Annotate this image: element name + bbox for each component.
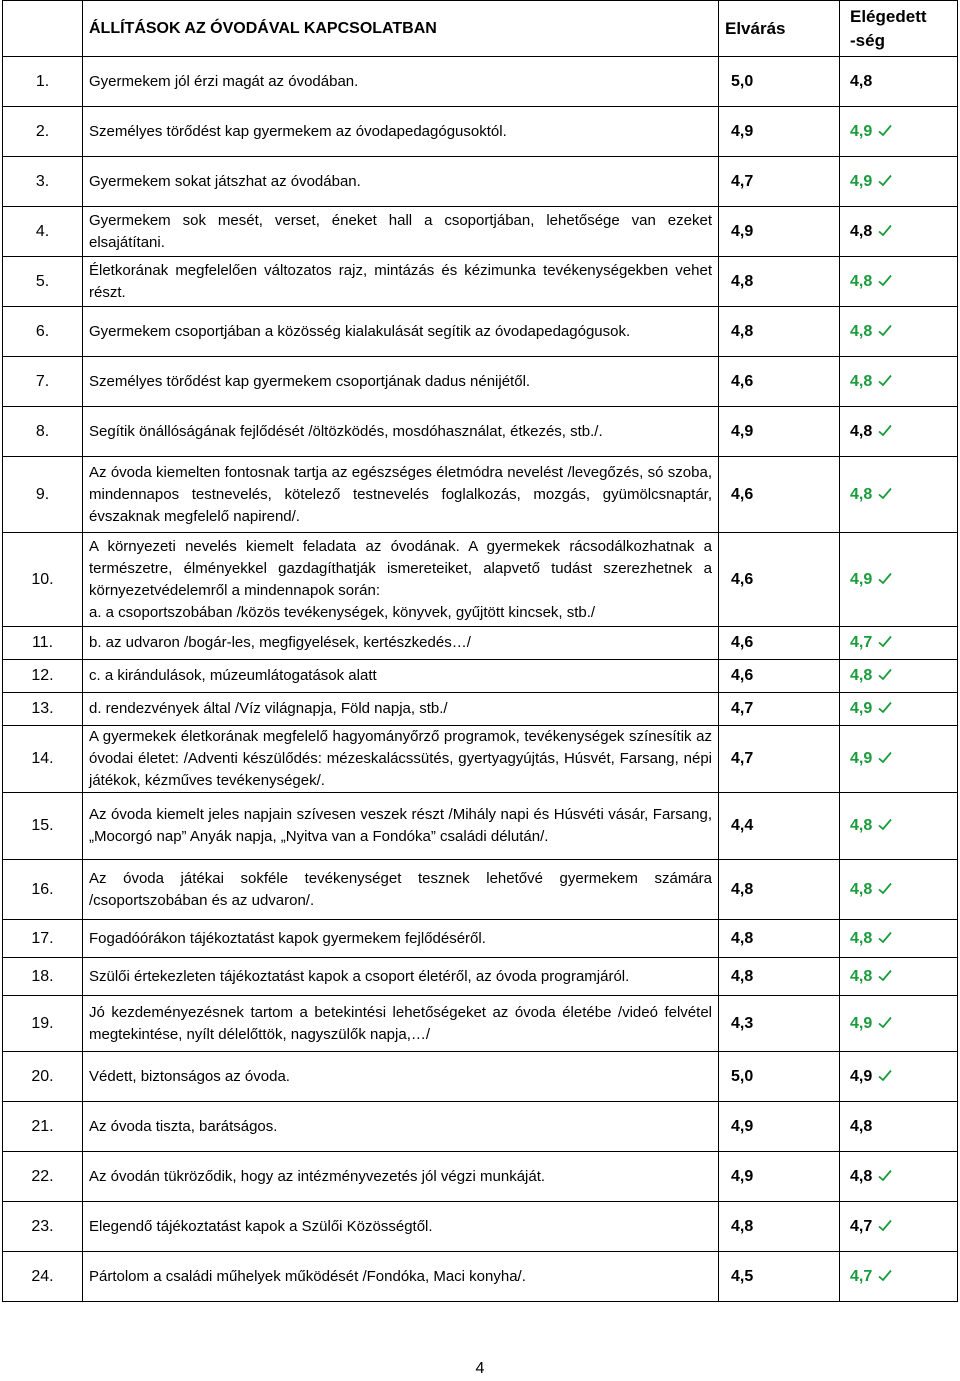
row-satisfaction (840, 920, 958, 958)
row-number: 3. (3, 157, 83, 207)
row-expectation: 4,7 (719, 693, 840, 726)
check-icon (878, 668, 892, 681)
table-row (3, 920, 958, 958)
check-icon (878, 124, 892, 137)
row-statement-text: b. az udvaron /bogár-les, megfigyelések, kertészkedés…/ (89, 634, 471, 651)
row-satisfaction-value: 4,8 (850, 222, 873, 240)
row-expectation: 4,6 (719, 660, 840, 693)
row-expectation: 4,6 (719, 533, 840, 627)
row-statement-text: Fogadóórákon tájékoztatást kapok gyermekem fejlődéséről. (89, 929, 486, 947)
check-icon (878, 818, 892, 831)
row-statement-text: Segítik önállóságának fejlődését /öltözködés, mosdóhasználat, étkezés, stb./. (89, 422, 603, 440)
row-satisfaction-value: 4,9 (850, 1067, 873, 1085)
check-icon (878, 635, 892, 648)
row-number: 9. (3, 457, 83, 533)
row-satisfaction-value: 4,9 (850, 122, 873, 140)
row-expectation: 4,8 (719, 1202, 840, 1252)
row-expectation: 4,7 (719, 726, 840, 793)
row-number: 10. (3, 533, 83, 627)
row-expectation: 4,3 (719, 996, 840, 1052)
row-satisfaction (840, 793, 958, 860)
check-icon (878, 424, 892, 437)
row-number: 13. (3, 693, 83, 726)
check-icon (878, 882, 892, 895)
row-number: 7. (3, 357, 83, 407)
table-row (3, 257, 958, 307)
row-statement-text: Az óvoda játékai sokféle tevékenységet tesznek lehetővé gyermekem számára /csoportszobában és az udvaron/. (89, 869, 712, 909)
row-statement (83, 996, 719, 1052)
table-row (3, 107, 958, 157)
check-icon (878, 1169, 892, 1182)
row-statement (83, 1252, 719, 1302)
row-number: 22. (3, 1152, 83, 1202)
row-statement-text: Az óvoda tiszta, barátságos. (89, 1117, 278, 1135)
row-satisfaction-value: 4,8 (850, 272, 873, 290)
header-expectation: Elvárás (719, 1, 840, 57)
row-expectation: 4,4 (719, 793, 840, 860)
row-satisfaction-value: 4,8 (850, 485, 873, 503)
row-satisfaction-value: 4,8 (850, 1117, 873, 1135)
row-satisfaction-value: 4,7 (850, 634, 873, 651)
survey-table (2, 0, 958, 1302)
table-row (3, 793, 958, 860)
row-statement (83, 1202, 719, 1252)
check-icon (878, 324, 892, 337)
row-expectation: 4,5 (719, 1252, 840, 1302)
row-statement-text: c. a kirándulások, múzeumlátogatások alatt (89, 667, 377, 684)
row-expectation: 4,8 (719, 920, 840, 958)
row-satisfaction (840, 357, 958, 407)
row-expectation: 4,8 (719, 257, 840, 307)
header-satisfaction-line1: Elégedett (850, 6, 927, 26)
row-expectation: 4,8 (719, 958, 840, 996)
row-satisfaction (840, 457, 958, 533)
row-statement (83, 257, 719, 307)
row-statement-text: Jó kezdeményezésnek tartom a betekintési lehetőségeket az óvoda életébe /videó felvétel megtekintése, nyílt délelőttök, nagyszülők napja,…/ (89, 1003, 712, 1043)
row-statement-text: Elegendő tájékoztatást kapok a Szülői Közösségtől. (89, 1217, 433, 1235)
table-row (3, 533, 958, 627)
check-icon (878, 274, 892, 287)
row-satisfaction-value: 4,8 (850, 372, 873, 390)
check-icon (878, 1269, 892, 1282)
row-satisfaction-value: 4,9 (850, 1014, 873, 1032)
row-number: 8. (3, 407, 83, 457)
row-number: 5. (3, 257, 83, 307)
row-statement-subitem: a. a csoportszobában /közös tevékenységek, könyvek, gyűjtött kincsek, stb./ (89, 603, 596, 621)
row-satisfaction (840, 207, 958, 257)
row-statement-text: Gyermekem jól érzi magát az óvodában. (89, 72, 359, 90)
check-icon (878, 572, 892, 585)
row-statement-text: Életkorának megfelelően változatos rajz, mintázás és kézimunka tevékenységekben vehet részt. (89, 261, 712, 301)
row-satisfaction-value: 4,8 (850, 322, 873, 340)
row-number: 6. (3, 307, 83, 357)
row-statement (83, 793, 719, 860)
row-satisfaction-value: 4,8 (850, 967, 873, 985)
row-number: 18. (3, 958, 83, 996)
row-satisfaction-value: 4,8 (850, 929, 873, 947)
header-satisfaction-line2: -ség (850, 30, 885, 50)
row-expectation: 4,6 (719, 627, 840, 660)
row-satisfaction (840, 157, 958, 207)
row-satisfaction (840, 996, 958, 1052)
row-expectation: 4,8 (719, 860, 840, 920)
row-satisfaction (840, 1202, 958, 1252)
row-satisfaction-value: 4,8 (850, 880, 873, 898)
row-satisfaction (840, 860, 958, 920)
check-icon (878, 931, 892, 944)
row-satisfaction (840, 257, 958, 307)
row-statement (83, 57, 719, 107)
row-number: 11. (3, 627, 83, 660)
row-satisfaction-value: 4,7 (850, 1217, 873, 1235)
row-expectation: 5,0 (719, 1052, 840, 1102)
row-number: 4. (3, 207, 83, 257)
check-icon (878, 701, 892, 714)
row-statement-text: d. rendezvények által /Víz világnapja, Föld napja, stb./ (89, 700, 448, 717)
table-row (3, 207, 958, 257)
row-statement (83, 1152, 719, 1202)
row-statement (83, 457, 719, 533)
row-statement-text: Az óvoda kiemelt jeles napjain szívesen veszek részt /Mihály napi és Húsvéti vásár, Farsang, „Mocorgó nap” Anyák napja, „Nyitva van a Fondóka” családi délután/. (89, 806, 712, 845)
table-row (3, 693, 958, 726)
check-icon (878, 1016, 892, 1029)
row-number: 23. (3, 1202, 83, 1252)
row-statement (83, 157, 719, 207)
table-row (3, 407, 958, 457)
row-statement (83, 357, 719, 407)
check-icon (878, 1219, 892, 1232)
row-expectation: 4,6 (719, 357, 840, 407)
row-expectation: 4,9 (719, 1152, 840, 1202)
row-satisfaction (840, 958, 958, 996)
table-row (3, 660, 958, 693)
table-row (3, 457, 958, 533)
table-row (3, 627, 958, 660)
row-statement-text: Gyermekem csoportjában a közösség kialakulását segítik az óvodapedagógusok. (89, 322, 631, 340)
row-number: 21. (3, 1102, 83, 1152)
row-statement-text: Szülői értekezleten tájékoztatást kapok a csoport életéről, az óvoda programjáról. (89, 967, 630, 985)
row-satisfaction-value: 4,8 (850, 817, 873, 834)
row-satisfaction (840, 57, 958, 107)
row-satisfaction (840, 1252, 958, 1302)
row-statement-text: A gyermekek életkorának megfelelő hagyományőrző programok, tevékenységek színesítik az óvodai életet: /Adventi készülődés: mézeskalácssütés, gyertyagyújtás, Húsvét, Farsang, népi játékok, kézműves tevékenységek/. (89, 728, 712, 789)
row-satisfaction (840, 1102, 958, 1152)
row-expectation: 5,0 (719, 57, 840, 107)
table-row (3, 1102, 958, 1152)
table-row (3, 958, 958, 996)
check-icon (878, 1069, 892, 1082)
row-statement-text: A környezeti nevelés kiemelt feladata az óvodának. A gyermekek rácsodálkozhatnak a természetre, élményekkel gazdagíthatják ismereteiket, alapvető tudást szerezhetnek a környezetvédelemről a mindennapok során: (89, 537, 712, 599)
row-statement (83, 693, 719, 726)
row-number: 19. (3, 996, 83, 1052)
row-statement (83, 107, 719, 157)
table-row (3, 1202, 958, 1252)
row-number: 20. (3, 1052, 83, 1102)
row-number: 17. (3, 920, 83, 958)
row-number: 24. (3, 1252, 83, 1302)
row-statement (83, 307, 719, 357)
check-icon (878, 487, 892, 500)
row-statement (83, 920, 719, 958)
row-expectation: 4,7 (719, 157, 840, 207)
table-row (3, 1052, 958, 1102)
row-satisfaction (840, 407, 958, 457)
row-number: 2. (3, 107, 83, 157)
row-statement (83, 1102, 719, 1152)
row-satisfaction-value: 4,8 (850, 422, 873, 440)
row-satisfaction (840, 693, 958, 726)
row-number: 16. (3, 860, 83, 920)
header-row (3, 1, 958, 57)
row-satisfaction-value: 4,7 (850, 1267, 873, 1285)
row-expectation: 4,6 (719, 457, 840, 533)
row-statement (83, 1052, 719, 1102)
page-number: 4 (475, 1360, 485, 1377)
row-statement (83, 407, 719, 457)
table-row (3, 996, 958, 1052)
header-statement: ÁLLÍTÁSOK AZ ÓVODÁVAL KAPCSOLATBAN (83, 1, 719, 57)
row-statement-text: Az óvodán tükröződik, hogy az intézményvezetés jól végzi munkáját. (89, 1167, 546, 1185)
row-number: 14. (3, 726, 83, 793)
row-statement-text: Gyermekem sokat játszhat az óvodában. (89, 172, 361, 190)
row-statement (83, 660, 719, 693)
table-row (3, 307, 958, 357)
row-satisfaction (840, 627, 958, 660)
row-expectation: 4,9 (719, 407, 840, 457)
row-satisfaction-value: 4,8 (850, 667, 873, 684)
row-statement-text: Az óvoda kiemelten fontosnak tartja az egészséges életmódra nevelést /levegőzés, só szoba, mindennapos testnevelés, kötelező testnevelés foglalkozás, mozgás, gyümölcsnaptár, évszaknak megfelelő napirend/. (89, 463, 712, 525)
row-satisfaction-value: 4,9 (850, 172, 873, 190)
row-satisfaction-value: 4,9 (850, 570, 873, 588)
check-icon (878, 751, 892, 764)
row-satisfaction-value: 4,8 (850, 72, 873, 90)
table-row (3, 726, 958, 793)
row-statement-text: Pártolom a családi műhelyek működését /Fondóka, Maci konyha/. (89, 1267, 526, 1285)
row-number: 12. (3, 660, 83, 693)
table-row (3, 860, 958, 920)
check-icon (878, 224, 892, 237)
table-row (3, 57, 958, 107)
row-statement (83, 627, 719, 660)
row-satisfaction (840, 107, 958, 157)
row-expectation: 4,9 (719, 107, 840, 157)
row-statement (83, 533, 719, 627)
header-num-cell (3, 1, 83, 57)
row-statement-text: Személyes törődést kap gyermekem az óvodapedagógusoktól. (89, 122, 507, 140)
row-statement (83, 860, 719, 920)
row-statement-text: Védett, biztonságos az óvoda. (89, 1067, 290, 1085)
check-icon (878, 969, 892, 982)
row-expectation: 4,9 (719, 1102, 840, 1152)
row-expectation: 4,9 (719, 207, 840, 257)
row-statement-text: Személyes törődést kap gyermekem csoportjának dadus nénijétől. (89, 372, 531, 390)
row-statement (83, 726, 719, 793)
row-satisfaction (840, 1152, 958, 1202)
check-icon (878, 374, 892, 387)
row-statement-text: Gyermekem sok mesét, verset, éneket hall a csoportjában, lehetősége van ezeket elsajátítani. (89, 211, 712, 251)
check-icon (878, 174, 892, 187)
row-number: 15. (3, 793, 83, 860)
row-number: 1. (3, 57, 83, 107)
row-satisfaction-value: 4,8 (850, 1167, 873, 1185)
header-satisfaction (840, 1, 958, 57)
table-row (3, 357, 958, 407)
row-satisfaction-value: 4,9 (850, 700, 873, 717)
table-row (3, 1152, 958, 1202)
row-satisfaction (840, 726, 958, 793)
row-satisfaction (840, 1052, 958, 1102)
row-satisfaction-value: 4,9 (850, 750, 873, 767)
row-satisfaction (840, 307, 958, 357)
row-statement (83, 958, 719, 996)
table-row (3, 1252, 958, 1302)
table-row (3, 157, 958, 207)
row-expectation: 4,8 (719, 307, 840, 357)
row-satisfaction (840, 533, 958, 627)
row-statement (83, 207, 719, 257)
row-satisfaction (840, 660, 958, 693)
